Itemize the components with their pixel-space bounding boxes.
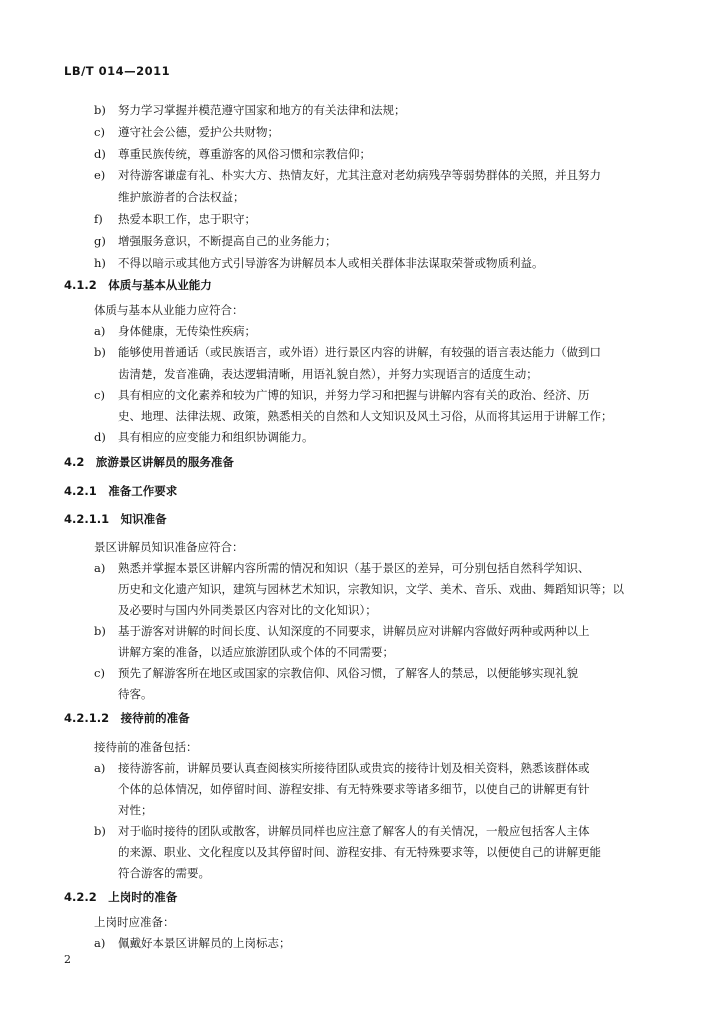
section-heading: 4.2.1.1 知识准备: [64, 512, 167, 526]
knowledge-item-label: c): [94, 666, 105, 680]
duty-item-text: 遵守社会公德，爱护公共财物；: [118, 125, 279, 139]
duty-item-label: e): [94, 168, 106, 182]
ability-item-text: 齿清楚，发音准确，表达逻辑清晰，用语礼貌自然），并努力实现语言的适度生动；: [118, 367, 538, 381]
knowledge-item-text: 预先了解游客所在地区或国家的宗教信仰、风俗习惯，了解客人的禁忌，以便能够实现礼貌: [118, 666, 578, 680]
knowledge-item-text: 讲解方案的准备，以适应旅游团队或个体的不同需要；: [118, 645, 394, 659]
knowledge-item-text: 历史和文化遗产知识，建筑与园林艺术知识，宗教知识，文学、美术、音乐、戏曲、舞蹈知识等；以: [118, 582, 624, 596]
ability-item-text: 身体健康，无传染性疾病；: [118, 324, 256, 338]
duty-item-label: g): [94, 234, 106, 248]
duty-item-label: b): [94, 103, 106, 117]
ability-item-label: b): [94, 345, 106, 359]
knowledge-item-label: a): [94, 561, 106, 575]
duty-item-text: 热爱本职工作，忠于职守；: [118, 212, 256, 226]
knowledge-item-text: 熟悉并掌握本景区讲解内容所需的情况和知识（基于景区的差异，可分别包括自然科学知识、: [118, 561, 590, 575]
reception-item-text: 个体的总体情况，如停留时间、游程安排、有无特殊要求等诸多细节，以使自己的讲解更有针: [118, 782, 590, 796]
section-heading: 4.2 旅游景区讲解员的服务准备: [64, 455, 234, 469]
duty-item-text: 维护旅游者的合法权益；: [118, 190, 245, 204]
knowledge-item-label: b): [94, 624, 106, 638]
ability-item-label: d): [94, 430, 106, 444]
duty-item-label: f): [94, 212, 103, 226]
section-intro: 景区讲解员知识准备应符合：: [94, 540, 244, 554]
reception-item-text: 对性；: [118, 803, 153, 817]
ability-item-label: a): [94, 324, 106, 338]
section-heading: 4.2.1.2 接待前的准备: [64, 711, 190, 725]
ability-item-text: 具有相应的文化素养和较为广博的知识，并努力学习和把握与讲解内容有关的政治、经济、历: [118, 388, 590, 402]
duty-item-label: d): [94, 147, 106, 161]
ability-item-text: 具有相应的应变能力和组织协调能力。: [118, 430, 314, 444]
duty-item-text: 不得以暗示或其他方式引导游客为讲解员本人或相关群体非法谋取荣誉或物质利益。: [118, 256, 544, 270]
reception-item-text: 接待游客前，讲解员要认真查阅核实所接待团队或贵宾的接待计划及相关资料，熟悉该群体或: [118, 761, 590, 775]
duty-prep-item-label: a): [94, 936, 106, 950]
knowledge-item-text: 基于游客对讲解的时间长度、认知深度的不同要求，讲解员应对讲解内容做好两种或两种以上: [118, 624, 590, 638]
section-intro: 接待前的准备包括：: [94, 740, 198, 754]
ability-item-text: 能够使用普通话（或民族语言，或外语）进行景区内容的讲解，有较强的语言表达能力（做到口: [118, 345, 601, 359]
reception-item-text: 对于临时接待的团队或散客，讲解员同样也应注意了解客人的有关情况，一般应包括客人主体: [118, 824, 590, 838]
ability-item-label: c): [94, 388, 105, 402]
reception-item-label: a): [94, 761, 106, 775]
knowledge-item-text: 及必要时与国内外同类景区内容对比的文化知识）；: [118, 603, 377, 617]
section-heading: 4.2.2 上岗时的准备: [64, 890, 178, 904]
document-code-header: LB/T 014—2011: [64, 64, 171, 78]
section-intro: 上岗时应准备：: [94, 915, 175, 929]
ability-item-text: 史、地理、法律法规、政策，熟悉相关的自然和人文知识及风土习俗，从而将其运用于讲解工作；: [118, 409, 613, 423]
page-number: 2: [64, 953, 71, 966]
reception-item-text: 的来源、职业、文化程度以及其停留时间、游程安排、有无特殊要求等，以便使自己的讲解更能: [118, 845, 601, 859]
duty-item-label: h): [94, 256, 106, 270]
section-intro: 体质与基本从业能力应符合：: [94, 303, 244, 317]
duty-item-text: 努力学习掌握并模范遵守国家和地方的有关法律和法规；: [118, 103, 406, 117]
reception-item-label: b): [94, 824, 106, 838]
knowledge-item-text: 待客。: [118, 687, 153, 701]
duty-item-text: 对待游客谦虚有礼、朴实大方、热情友好，尤其注意对老幼病残孕等弱势群体的关照，并且努力: [118, 168, 601, 182]
section-heading: 4.1.2 体质与基本从业能力: [64, 278, 212, 292]
duty-prep-item-text: 佩戴好本景区讲解员的上岗标志；: [118, 936, 291, 950]
duty-item-text: 尊重民族传统，尊重游客的风俗习惯和宗教信仰；: [118, 147, 371, 161]
reception-item-text: 符合游客的需要。: [118, 866, 210, 880]
duty-item-text: 增强服务意识，不断提高自己的业务能力；: [118, 234, 337, 248]
section-heading: 4.2.1 准备工作要求: [64, 484, 178, 498]
duty-item-label: c): [94, 125, 105, 139]
